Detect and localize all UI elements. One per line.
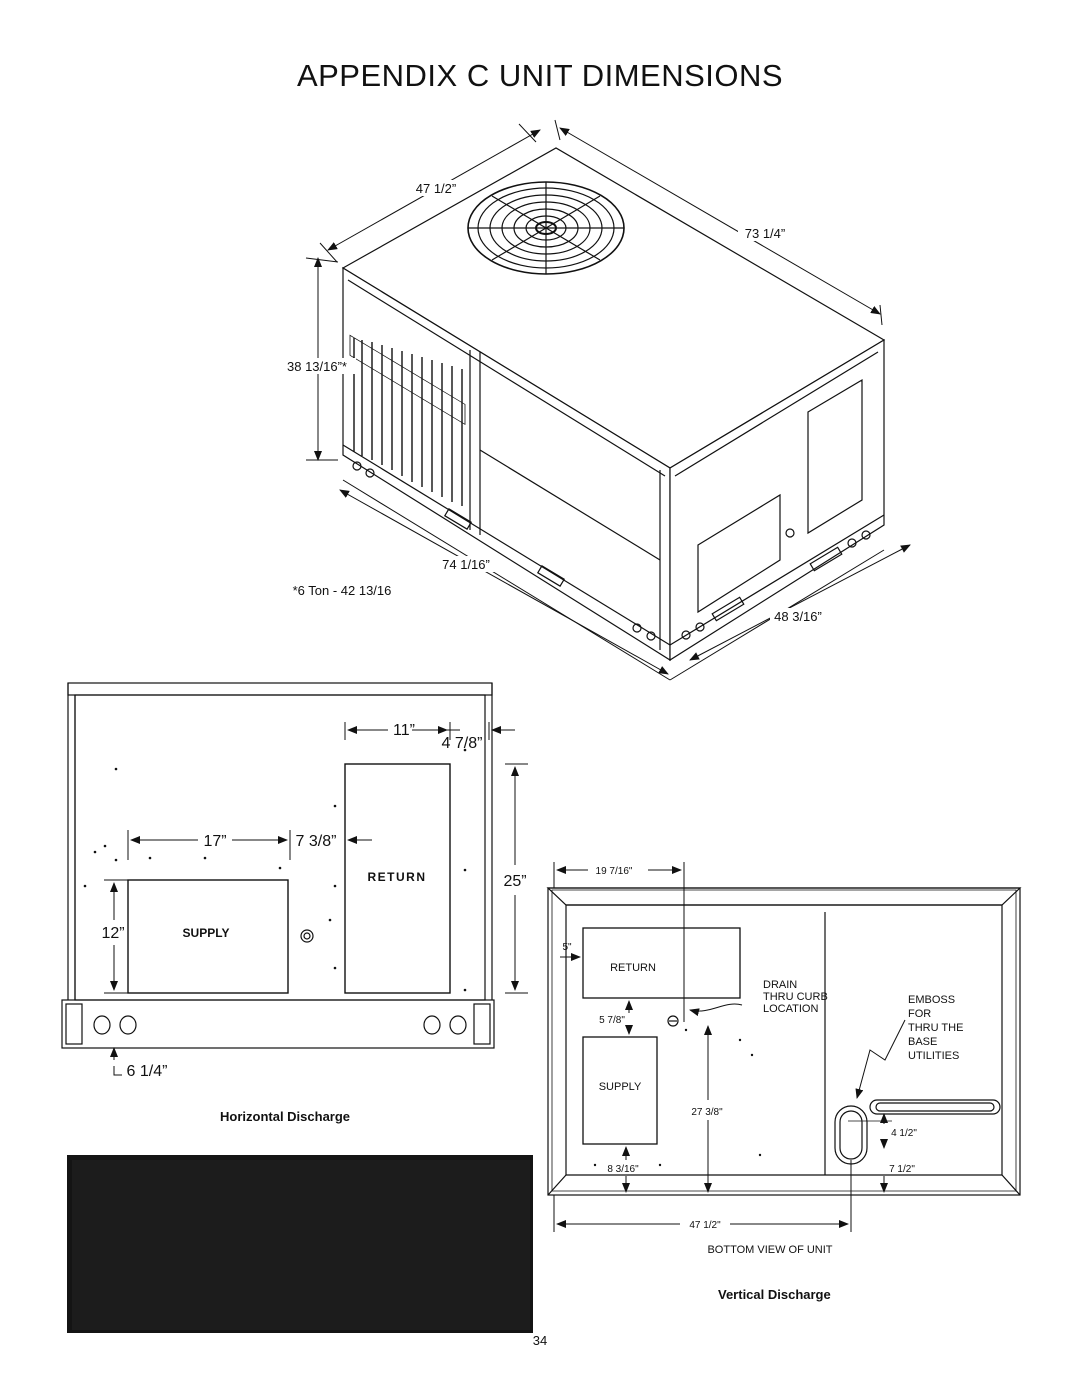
dim-4-1-2: 4 1/2" bbox=[891, 1128, 917, 1139]
drain-line-2: THRU CURB bbox=[763, 991, 828, 1003]
drain-line-3: LOCATION bbox=[763, 1003, 819, 1015]
isometric-unit-view bbox=[306, 120, 910, 680]
page-title: APPENDIX C UNIT DIMENSIONS bbox=[296, 58, 784, 93]
dim-19-7-16: 19 7/16" bbox=[595, 866, 633, 877]
dim-12: 12” bbox=[101, 925, 125, 942]
dim-17: 17” bbox=[203, 833, 227, 850]
dim-47-1-2: 47 1/2" bbox=[689, 1220, 721, 1231]
dim-base-width: 48 3/16” bbox=[774, 609, 822, 624]
emboss-line-2: FOR bbox=[908, 1008, 932, 1020]
supply-opening-label-bottom: SUPPLY bbox=[598, 1081, 642, 1093]
emboss-line-4: BASE bbox=[908, 1036, 938, 1048]
emboss-callout bbox=[908, 994, 963, 1062]
dim-25: 25” bbox=[503, 873, 527, 890]
dim-width-top: 47 1/2” bbox=[415, 181, 457, 196]
dim-6-1-4: 6 1/4” bbox=[126, 1063, 168, 1080]
dim-5: 5" bbox=[562, 942, 572, 953]
emboss-line-5: UTILITIES bbox=[908, 1050, 960, 1062]
page-number: 34 bbox=[532, 1333, 548, 1348]
dim-height: 38 13/16”* bbox=[287, 359, 347, 374]
dim-4-7-8: 4 7/8” bbox=[441, 735, 483, 752]
vertical-discharge-caption: Vertical Discharge bbox=[718, 1287, 831, 1302]
dim-5-7-8: 5 7/8" bbox=[599, 1015, 625, 1026]
return-opening-label: RETURN bbox=[367, 870, 427, 884]
emboss-line-3: THRU THE bbox=[908, 1022, 964, 1034]
dim-7-3-8: 7 3/8” bbox=[295, 833, 337, 850]
return-opening-label-bottom: RETURN bbox=[610, 962, 656, 974]
dim-base-length: 74 1/16” bbox=[442, 557, 490, 572]
drain-line-1: DRAIN bbox=[763, 979, 798, 991]
dim-8-3-16: 8 3/16" bbox=[607, 1164, 639, 1175]
tonnage-footnote: *6 Ton - 42 13/16 bbox=[292, 583, 392, 598]
fan-guard-icon bbox=[468, 182, 624, 274]
bottom-view-label: BOTTOM VIEW OF UNIT bbox=[707, 1244, 833, 1256]
bottom-view-of-unit bbox=[548, 862, 1020, 1232]
emboss-line-1: EMBOSS bbox=[908, 994, 956, 1006]
supply-opening-label: SUPPLY bbox=[182, 926, 230, 940]
drain-callout bbox=[763, 979, 828, 1015]
redacted-block-inner bbox=[72, 1160, 530, 1330]
dim-27-3-8: 27 3/8" bbox=[691, 1107, 723, 1118]
horizontal-discharge-caption: Horizontal Discharge bbox=[220, 1109, 351, 1124]
dim-7-1-2: 7 1/2" bbox=[889, 1164, 915, 1175]
dim-11: 11” bbox=[393, 722, 415, 739]
dim-length-top: 73 1/4” bbox=[744, 226, 786, 241]
